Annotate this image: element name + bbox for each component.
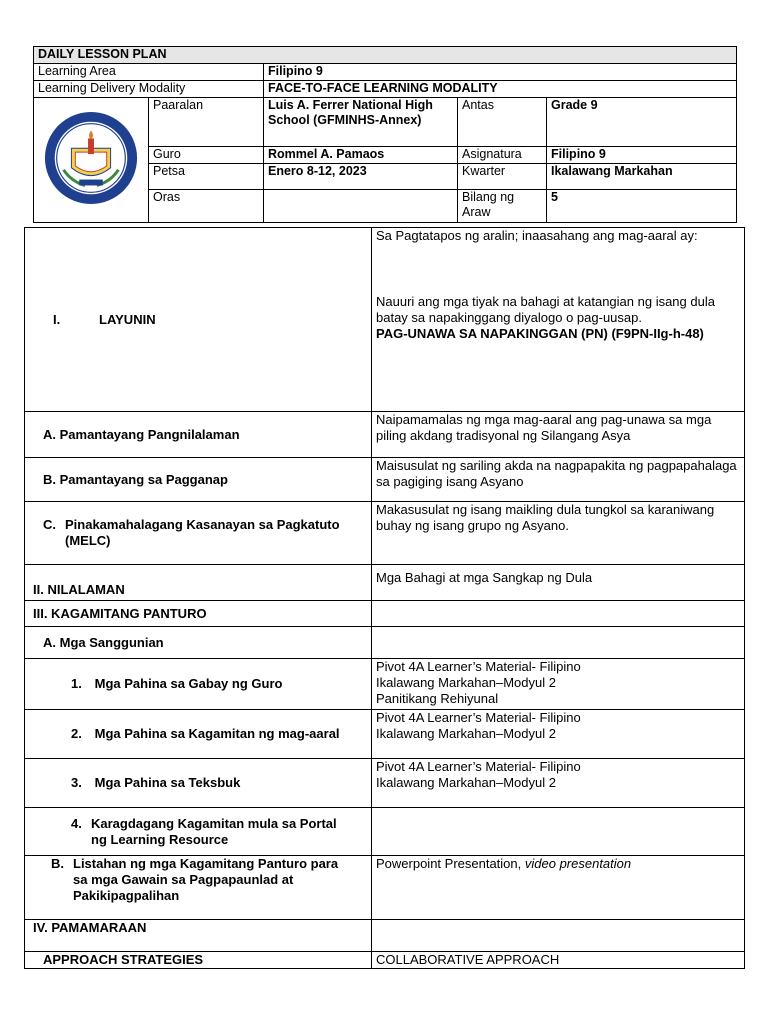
ref-value-cell xyxy=(372,808,745,856)
kwarter-value: Ikalawang Markahan xyxy=(547,164,737,190)
modality-label: Learning Delivery Modality xyxy=(34,81,264,98)
ref-row xyxy=(25,659,745,710)
bilang-value: 5 xyxy=(547,190,737,223)
standard-c-text: Pinakamahalagang Kasanayan sa Pagkatuto (MELC) xyxy=(65,517,340,548)
standard-value: Maisusulat ng sariling akda na nagpapakita ng pagpapahalaga sa pagiging isang Asyano xyxy=(372,458,745,502)
ref-line: Pivot 4A Learner’s Material- Filipino xyxy=(376,759,581,774)
ref-number: 2. xyxy=(71,726,82,741)
pamamaraan-value xyxy=(372,920,745,952)
pamamaraan-label: IV. PAMAMARAAN xyxy=(25,920,372,952)
oras-value xyxy=(264,190,458,223)
ref-value-cell xyxy=(372,759,745,808)
layunin-row xyxy=(25,228,745,412)
listahan-value-italic: video presentation xyxy=(524,856,632,871)
standard-row xyxy=(25,502,745,565)
standard-value: Makasusulat ng isang maikling dula tungkol sa karaniwang buhay ng isang grupo ng Asyano. xyxy=(372,502,745,565)
listahan-value: Powerpoint Presentation, xyxy=(376,856,525,871)
ref-number: 4. xyxy=(71,815,82,831)
school-seal-logo xyxy=(42,109,140,207)
bilang-label: Bilang ng Araw xyxy=(458,190,547,223)
lesson-plan-table xyxy=(24,227,745,969)
ref-label-cell xyxy=(25,759,372,808)
nilalaman-row xyxy=(25,565,745,601)
plan-title: DAILY LESSON PLAN xyxy=(34,47,737,64)
listahan-prefix: B. xyxy=(51,856,64,871)
sanggunian-value xyxy=(372,627,745,659)
nilalaman-value: Mga Bahagi at mga Sangkap ng Dula xyxy=(372,565,745,601)
standard-label: A. Pamantayang Pangnilalaman xyxy=(25,412,372,458)
asignatura-value: Filipino 9 xyxy=(547,147,737,164)
ref-line: Ikalawang Markahan–Modyul 2 xyxy=(376,726,556,741)
ref-label: Karagdagang Kagamitan mula sa Portal ng Learning Resource xyxy=(91,815,337,847)
ref-line: Ikalawang Markahan–Modyul 2 xyxy=(376,675,556,690)
ref-value-cell xyxy=(372,710,745,759)
listahan-label: Listahan ng mga Kagamitang Panturo para sa mga Gawain sa Pagpapaunlad at Pakikipagpalihan xyxy=(73,856,339,903)
layunin-value-cell xyxy=(372,228,745,412)
ref-label: Mga Pahina sa Gabay ng Guro xyxy=(94,676,283,691)
kwarter-label: Kwarter xyxy=(458,164,547,190)
ref-line: Pivot 4A Learner’s Material- Filipino xyxy=(376,710,581,725)
antas-label: Antas xyxy=(458,98,547,147)
standard-c-prefix: C. xyxy=(43,517,56,532)
listahan-row xyxy=(25,856,745,920)
standard-row xyxy=(25,412,745,458)
ref-line: Pivot 4A Learner’s Material- Filipino xyxy=(376,659,581,674)
ref-label-cell xyxy=(25,808,372,856)
modality-value: FACE-TO-FACE LEARNING MODALITY xyxy=(264,81,737,98)
asignatura-label: Asignatura xyxy=(458,147,547,164)
approach-value: COLLABORATIVE APPROACH xyxy=(372,952,745,969)
learning-area-value: Filipino 9 xyxy=(264,64,737,81)
kagamitan-row xyxy=(25,601,745,627)
school-logo-cell xyxy=(34,98,149,223)
approach-row xyxy=(25,952,745,969)
layunin-number: I. xyxy=(53,311,61,327)
ref-label: Mga Pahina sa Kagamitan ng mag-aaral xyxy=(94,726,340,741)
paaralan-value: Luis A. Ferrer National High School (GFMINHS-Annex) xyxy=(264,98,458,147)
petsa-label: Petsa xyxy=(149,164,264,190)
ref-label-cell xyxy=(25,710,372,759)
kagamitan-label: III. KAGAMITANG PANTURO xyxy=(25,601,372,627)
paaralan-label: Paaralan xyxy=(149,98,264,147)
ref-row xyxy=(25,759,745,808)
oras-label: Oras xyxy=(149,190,264,223)
layunin-objective: Nauuri ang mga tiyak na bahagi at katangian ng isang dula batay sa napakinggang diyalogo o pag-uusap. xyxy=(376,294,715,325)
pamamaraan-row xyxy=(25,920,745,952)
kagamitan-value xyxy=(372,601,745,627)
nilalaman-label: II. NILALAMAN xyxy=(25,565,372,601)
sanggunian-label: A. Mga Sanggunian xyxy=(25,627,372,659)
header-table xyxy=(33,46,737,223)
listahan-label-cell xyxy=(25,856,372,920)
standard-label-melc xyxy=(25,502,372,565)
layunin-intro: Sa Pagtatapos ng aralin; inaasahang ang mag-aaral ay: xyxy=(376,228,698,243)
petsa-value: Enero 8-12, 2023 xyxy=(264,164,458,190)
listahan-value-cell xyxy=(372,856,745,920)
ref-line: Ikalawang Markahan–Modyul 2 xyxy=(376,775,556,790)
ref-row xyxy=(25,710,745,759)
antas-value: Grade 9 xyxy=(547,98,737,147)
ref-row xyxy=(25,808,745,856)
ref-number: 1. xyxy=(71,676,82,691)
ref-value-cell xyxy=(372,659,745,710)
ref-number: 3. xyxy=(71,775,82,790)
standard-row xyxy=(25,458,745,502)
guro-label: Guro xyxy=(149,147,264,164)
learning-area-label: Learning Area xyxy=(34,64,264,81)
ref-label: Mga Pahina sa Teksbuk xyxy=(94,775,241,790)
sanggunian-row xyxy=(25,627,745,659)
guro-value: Rommel A. Pamaos xyxy=(264,147,458,164)
ref-line: Panitikang Rehiyunal xyxy=(376,691,499,706)
ref-label-cell xyxy=(25,659,372,710)
approach-label: APPROACH STRATEGIES xyxy=(25,952,372,969)
standard-label: B. Pamantayang sa Pagganap xyxy=(25,458,372,502)
layunin-label: LAYUNIN xyxy=(99,311,156,327)
standard-value: Naipamamalas ng mga mag-aaral ang pag-unawa sa mga piling akdang tradisyonal ng Silangang Asya xyxy=(372,412,745,458)
layunin-label-cell xyxy=(25,228,372,412)
layunin-competency: PAG-UNAWA SA NAPAKINGGAN (PN) (F9PN-IIg-h-48) xyxy=(376,326,704,341)
